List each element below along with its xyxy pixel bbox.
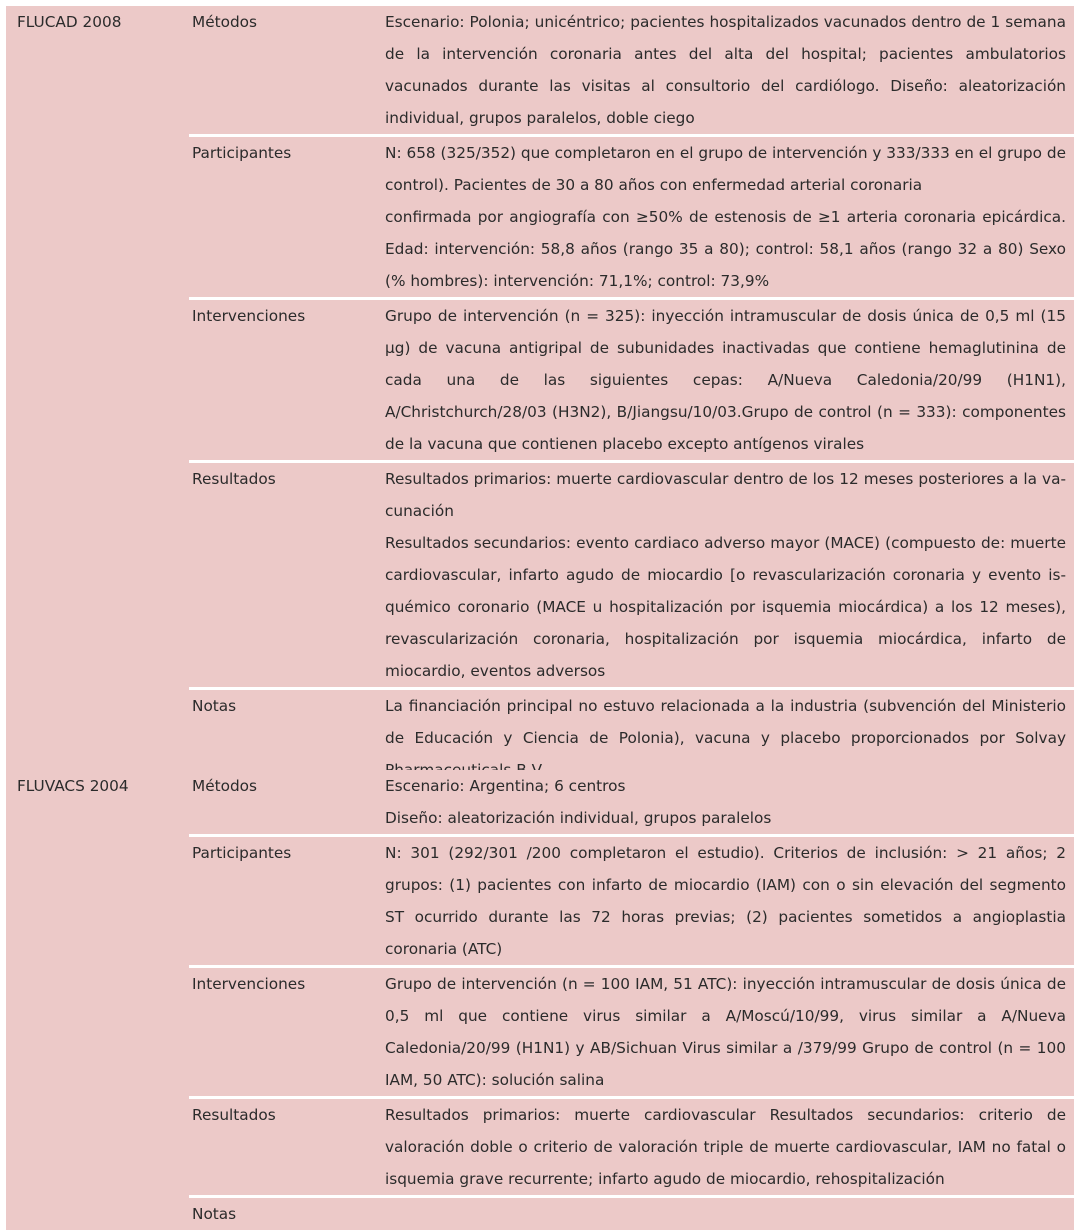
field-value-participantes (369, 836, 1074, 967)
field-label-notas: Notas (189, 1197, 369, 1230)
study-id: FLUVACS 2004 (6, 770, 189, 1230)
field-label-resultados: Resultados (189, 1098, 369, 1197)
field-label-resultados: Resultados (189, 462, 369, 689)
paragraph: La financiación principal no estuvo relacionada a la industria (subvención del Ministerio de Educación y Ciencia de Polonia), vacuna y placebo proporcionados por Solvay (385, 690, 1066, 786)
field-value-metodos (369, 6, 1074, 136)
paragraph: Diseño: aleatorización individual, grupos paralelos (385, 802, 1066, 834)
field-label-intervenciones: Intervenciones (189, 967, 369, 1098)
paragraph: Resultados secundarios: evento cardiaco adverso mayor (MACE) (compuesto de: muerte cardiovascular, infarto agudo de miocardio [o revascularización coronaria y evento isquémico coronario (MACE u hospitalización por isquemia miocárdica) a los 12 meses), revascularización coronaria, hospitalización por isquemia miocárdica, infarto de miocardio, eventos adversos (385, 527, 1066, 687)
paragraph: Grupo de intervención (n = 100 IAM, 51 ATC): inyección intramuscular de dosis única de 0,5 ml que contiene virus similar a A/Moscú/10/99, virus similar a A/Nueva Caledonia/20/99 (H1N1) y AB/Sichuan Virus similar a /379/99 Grupo de control (n = 100 IAM, 50 ATC): solución salina (385, 968, 1066, 1096)
paragraph: N: 301 (292/301 /200 completaron el estudio). Criterios de inclusión: > 21 años; 2 grupos: (1) pacientes con infarto de miocardio (IAM) con o sin elevación del segmento ST ocurrido durante las 72 horas previas; (2) pacientes sometidos a angioplastia coronaria (ATC) (385, 837, 1066, 965)
field-value-metodos (369, 770, 1074, 836)
study-table-fluvacs (6, 770, 1074, 1230)
field-value-intervenciones (369, 967, 1074, 1098)
field-value-participantes (369, 136, 1074, 299)
field-value-resultados (369, 462, 1074, 689)
paragraph: Grupo de intervención (n = 325): inyección intramuscular de dosis única de 0,5 ml (15 µg) de vacuna antigripal de subunidades inactivadas que contiene hemaglutinina de cada una de las siguientes cepas: A/Nueva Caledonia/20/99 (H1N1), A/Christchurch/28/03 (H3N2), B/Jiangsu/10/03.Grupo de control (n = 333): componentes de la vacuna que contienen placebo excepto antígenos virales (385, 300, 1066, 460)
paragraph: Escenario: Polonia; unicéntrico; pacientes hospitalizados vacunados dentro de 1 semana de la intervención coronaria antes del alta del hospital; pacientes ambulatorios vacunados durante las visitas al consultorio del cardiólogo. Diseño: aleatorización individual, grupos paralelos, doble ciego (385, 6, 1066, 134)
study-id: FLUCAD 2008 (6, 6, 189, 786)
paragraph: N: 658 (325/352) que completaron en el grupo de intervención y 333/333 en el grupo de control). Pacientes de 30 a 80 años con enfermedad arterial coronaria (385, 137, 1066, 201)
field-value-intervenciones (369, 299, 1074, 462)
field-value-resultados (369, 1098, 1074, 1197)
field-label-metodos: Métodos (189, 6, 369, 136)
paragraph: Escenario: Argentina; 6 centros (385, 770, 1066, 802)
paragraph: Resultados primarios: muerte cardiovascular Resultados secundarios: criterio de valoración doble o criterio de valoración triple de muerte cardiovascular, IAM no fatal o isquemia grave recurrente; infarto agudo de miocardio, rehospitalización (385, 1099, 1066, 1195)
paragraph: Resultados primarios: muerte cardiovascular dentro de los 12 meses posteriores a la vacunación (385, 463, 1066, 527)
table-row (6, 6, 1074, 136)
paragraph: confirmada por angiografía con ≥50% de estenosis de ≥1 arteria coronaria epicárdica. Edad: intervención: 58,8 años (rango 35 a 80); control: 58,1 años (rango 32 a 80) Sexo (% hombres): intervención: 71,1%; control: 73,9% (385, 201, 1066, 297)
field-label-metodos: Métodos (189, 770, 369, 836)
field-label-notas: Notas (189, 689, 369, 787)
field-label-intervenciones: Intervenciones (189, 299, 369, 462)
study-table-flucad (6, 6, 1074, 786)
field-label-participantes: Participantes (189, 136, 369, 299)
table-row (6, 770, 1074, 836)
field-value-notas (369, 1197, 1074, 1230)
field-label-participantes: Participantes (189, 836, 369, 967)
